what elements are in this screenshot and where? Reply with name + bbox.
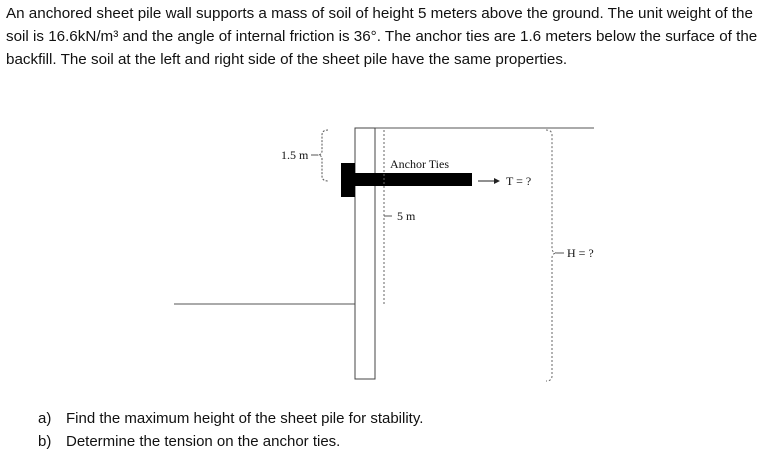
height-label: 5 m — [397, 209, 416, 223]
anchor-depth-brace — [317, 130, 328, 181]
question-item — [38, 407, 423, 430]
tension-arrowhead — [494, 178, 500, 184]
question-text: Determine the tension on the anchor ties. — [66, 433, 341, 450]
anchor-plate — [341, 163, 355, 197]
problem-statement: An anchored sheet pile wall supports a mass of soil of height 5 meters above the ground. The unit weight of the soil is 16.6kN/m³ and the angle of internal friction is 36°. The anchor ties are 1.6 meters below the surface of the backfill. The soil at the left and right side of the sheet pile have the same properties. — [6, 5, 758, 68]
total-height-label: H = ? — [567, 246, 594, 260]
question-letter: b) — [38, 433, 52, 450]
question-text: Find the maximum height of the sheet pile for stability. — [66, 410, 424, 427]
anchor-tie-rod — [355, 173, 472, 186]
anchor-depth-label: 1.5 m — [281, 148, 309, 162]
tension-label: T = ? — [506, 174, 532, 188]
questions-list — [38, 407, 423, 453]
anchor-ties-label: Anchor Ties — [390, 157, 450, 171]
question-item — [38, 430, 423, 453]
sheet-pile — [355, 128, 375, 379]
question-letter: a) — [38, 410, 52, 427]
total-height-brace — [546, 130, 557, 381]
